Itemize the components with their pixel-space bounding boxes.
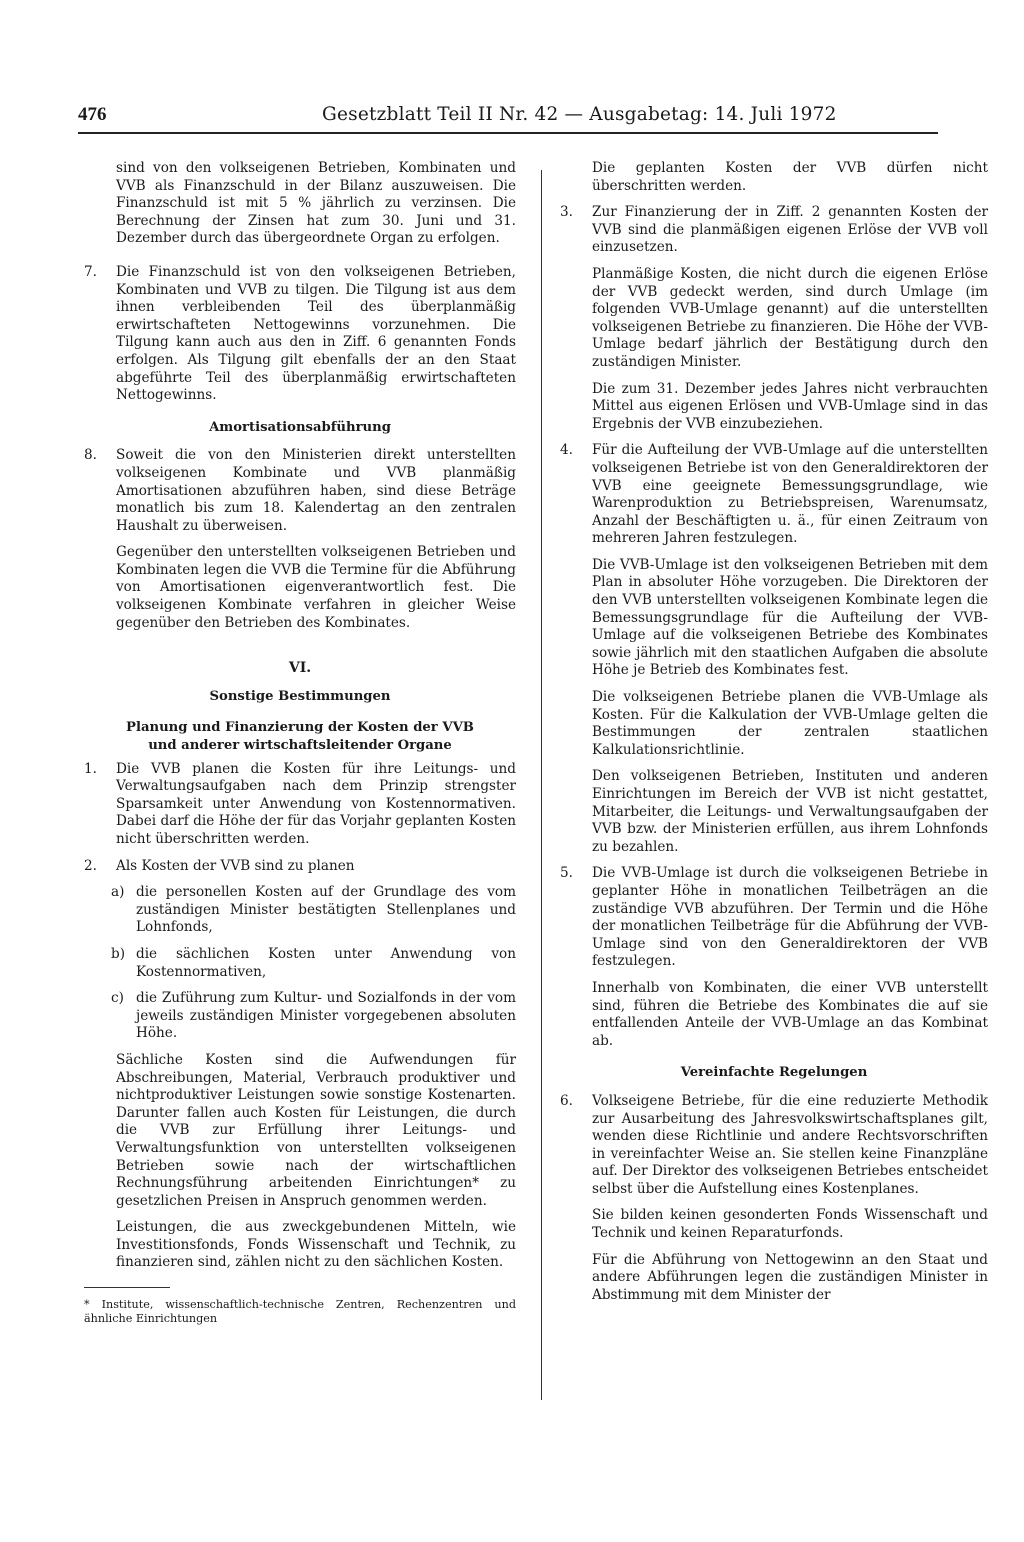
- subitem-letter: a): [111, 884, 125, 901]
- item-2a: [84, 884, 516, 937]
- page-number: 476: [78, 104, 107, 125]
- item-6-paragraph-3: Für die Abführung von Nettogewinn an den Staat und andere Abführungen legen die zuständigen Minister in Abstimmung mit dem Minister der: [592, 1251, 988, 1303]
- item-2-paragraph-3: Leistungen, die aus zweckgebundenen Mitteln, wie Investitionsfonds, Fonds Wissenschaft und Technik, zu finanzieren sind, zählen nicht zu den sächlichen Kosten.: [116, 1219, 516, 1271]
- item-number: 4.: [560, 442, 573, 459]
- continuation-paragraph: Die geplanten Kosten der VVB dürfen nicht überschritten werden.: [592, 160, 988, 194]
- subitem-text: die personellen Kosten auf der Grundlage des vom zuständigen Minister bestätigten Stellenplanes und Lohnfonds,: [136, 884, 516, 936]
- left-column: [84, 160, 516, 1325]
- column-divider: [541, 170, 542, 1400]
- item-number: 3.: [560, 204, 573, 221]
- item-6: [560, 1093, 988, 1199]
- item-text: Zur Finanzierung der in Ziff. 2 genannten Kosten der VVB sind die planmäßigen eigenen Erlöse der VVB voll einzusetzen.: [592, 204, 988, 256]
- header-rule: [78, 132, 938, 134]
- subitem-text: die Zuführung zum Kultur- und Sozialfonds in der vom jeweils zuständigen Minister vorgegebenen absoluten Höhe.: [136, 990, 516, 1042]
- item-text: Soweit die von den Ministerien direkt unterstellten volkseigenen Kombinate und VVB planmäßig Amortisationen abzuführen haben, sind diese Beträge monatlich bis zum 18. Kalendertag an den zentralen Haushalt zu überweisen.: [116, 447, 516, 534]
- item-text: Für die Aufteilung der VVB-Umlage auf die unterstellten volkseigenen Betriebe ist von den Generaldirektoren der VVB eine geeignete Bemessungsgrundlage, wie Warenproduktion zu Betriebspreisen, Warenumsatz, Anzahl der Beschäftigten u. ä., für einen Zeitraum von mehreren Jahren festzulegen.: [592, 442, 988, 547]
- item-number: 1.: [84, 760, 97, 777]
- item-6-paragraph-2: Sie bilden keinen gesonderten Fonds Wissenschaft und Technik und keinen Reparaturfonds.: [592, 1207, 988, 1242]
- item-text: Die VVB planen die Kosten für ihre Leitungs- und Verwaltungsaufgaben nach dem Prinzip strengster Sparsamkeit unter Anwendung von Kostennormativen. Dabei darf die Höhe der für das Vorjahr geplanten Kosten nicht überschritten werden.: [116, 760, 516, 847]
- item-2b: [84, 946, 516, 981]
- item-text: Als Kosten der VVB sind zu planen: [116, 857, 355, 874]
- item-text: Die VVB-Umlage ist durch die volkseigenen Betriebe in geplanter Höhe in monatlichen Teilbeträgen an die zuständige VVB abzuführen. Der Termin und die Höhe der monatlichen Teilbeträge für die Abführung der VVB-Umlage sind von den Generaldirektoren der VVB festzulegen.: [592, 865, 988, 970]
- item-5-paragraph-2: Innerhalb von Kombinaten, die einer VVB unterstellt sind, führen die Betriebe des Kombinates die auf sie entfallenden Anteile der VVB-Umlage an das Kombinat ab.: [592, 979, 988, 1049]
- subheading-line-1: Planung und Finanzierung der Kosten der VVB: [126, 720, 474, 736]
- heading-amortisation: Amortisationsabführung: [209, 419, 391, 435]
- item-4-paragraph-2: Die VVB-Umlage ist den volkseigenen Betrieben mit dem Plan in absoluter Höhe vorzugeben. Die Direktoren der den VVB unterstellten volkseigenen Kombinate legen die Bemessungsgrundlage für die Aufteilung der VVB-Umlage auf die volkseigenen Betriebe des Kombinates sowie jährlich mit den staatlichen Aufgaben die absolute Höhe je Betrieb des Kombinates fest.: [592, 556, 988, 679]
- item-3-paragraph-3: Die zum 31. Dezember jedes Jahres nicht verbrauchten Mittel aus eigenen Erlösen und VVB-Umlage sind in das Ergebnis der VVB einzubeziehen.: [592, 380, 988, 432]
- item-2c: [84, 990, 516, 1043]
- right-column: [560, 160, 988, 1313]
- heading-vereinfacht: Vereinfachte Regelungen: [680, 1065, 868, 1081]
- footnote-rule: [84, 1287, 170, 1288]
- section-number: VI.: [288, 660, 312, 677]
- running-title: Gesetzblatt Teil II Nr. 42 — Ausgabetag: 14. Juli 1972: [322, 104, 837, 125]
- section-title: Sonstige Bestimmungen: [209, 688, 391, 704]
- item-4: [560, 442, 988, 548]
- item-3-paragraph-2: Planmäßige Kosten, die nicht durch die eigenen Erlöse der VVB gedeckt werden, sind durch Umlage (im folgenden VVB-Umlage genannt) auf die unterstellten volkseigenen Betriebe zu finanzieren. Die Höhe der VVB-Umlage bedarf jährlich der Bestätigung durch den zuständigen Minister.: [592, 265, 988, 370]
- subheading-line-2: und anderer wirtschaftsleitender Organe: [148, 738, 452, 754]
- footnote: * Institute, wissenschaftlich-technische Zentren, Rechenzentren und ähnliche Einrichtungen: [84, 1298, 516, 1325]
- item-2-paragraph-2: Sächliche Kosten sind die Aufwendungen für Abschreibungen, Material, Verbrauch produktiver und nichtproduktiver Leistungen sowie sonstige Kostenarten. Darunter fallen auch Kosten für Leistungen, die durch die VVB zur Erfüllung ihrer Leitungs- und Verwaltungsfunktion von unterstellten volkseigenen Betrieben sowie nach der wirtschaftlichen Rechnungsführung arbeitenden Einrichtungen* zu gesetzlichen Preisen in Anspruch genommen werden.: [116, 1051, 516, 1209]
- item-8: [84, 447, 516, 535]
- continuation-paragraph: sind von den volkseigenen Betrieben, Kombinaten und VVB als Finanzschuld in der Bilanz auszuweisen. Die Finanzschuld ist mit 5 % jährlich zu verzinsen. Die Berechnung der Zinsen hat zum 30. Juni und 31. Dezember durch das übergeordnete Organ zu erfolgen.: [116, 160, 516, 247]
- item-number: 7.: [84, 263, 97, 280]
- item-3: [560, 204, 988, 257]
- item-text: Volkseigene Betriebe, für die eine reduzierte Methodik zur Ausarbeitung des Jahresvolkswirtschaftsplanes gilt, wenden diese Richtlinie und andere Rechtsvorschriften in vereinfachter Weise an. Sie stellen keine Finanzpläne auf. Der Direktor des volkseigenen Betriebes entscheidet selbst über die Aufstellung eines Kostenplanes.: [592, 1092, 988, 1197]
- item-text: Die Finanzschuld ist von den volkseigenen Betrieben, Kombinaten und VVB zu tilgen. Die Tilgung ist aus dem ihnen verbleibenden Teil des überplanmäßig erwirtschafteten Nettogewinns vorzunehmen. Die Tilgung kann auch aus den in Ziff. 6 genannten Fonds erfolgen. Als Tilgung gilt ebenfalls der an den Staat abgeführte Teil des überplanmäßig erwirtschafteten Nettogewinns.: [116, 263, 516, 404]
- item-4-paragraph-4: Den volkseigenen Betrieben, Instituten und anderen Einrichtungen im Bereich der VVB ist nicht gestattet, Mitarbeiter, die Leitungs- und Verwaltungsaufgaben der VVB bzw. der Ministerien erfüllen, aus ihrem Lohnfonds zu bezahlen.: [592, 768, 988, 855]
- item-number: 8.: [84, 447, 97, 464]
- item-2: [84, 858, 516, 876]
- item-1: [84, 761, 516, 849]
- subheading: [84, 719, 516, 754]
- item-number: 6.: [560, 1092, 573, 1109]
- item-number: 5.: [560, 865, 573, 882]
- item-8-paragraph-2: Gegenüber den unterstellten volkseigenen Betrieben und Kombinaten legen die VVB die Termine für die Abführung von Amortisationen eigenverantwortlich fest. Die volkseigenen Kombinate verfahren in gleicher Weise gegenüber den Betrieben des Kombinates.: [116, 544, 516, 631]
- subitem-letter: b): [111, 945, 126, 962]
- item-number: 2.: [84, 857, 97, 874]
- subitem-letter: c): [111, 990, 124, 1007]
- subitem-text: die sächlichen Kosten unter Anwendung von Kostennormativen,: [136, 945, 516, 980]
- item-5: [560, 865, 988, 971]
- item-7: [84, 264, 516, 405]
- item-4-paragraph-3: Die volkseigenen Betriebe planen die VVB-Umlage als Kosten. Für die Kalkulation der VVB-Umlage gelten die Bestimmungen der zentralen staatlichen Kalkulationsrichtlinie.: [592, 689, 988, 758]
